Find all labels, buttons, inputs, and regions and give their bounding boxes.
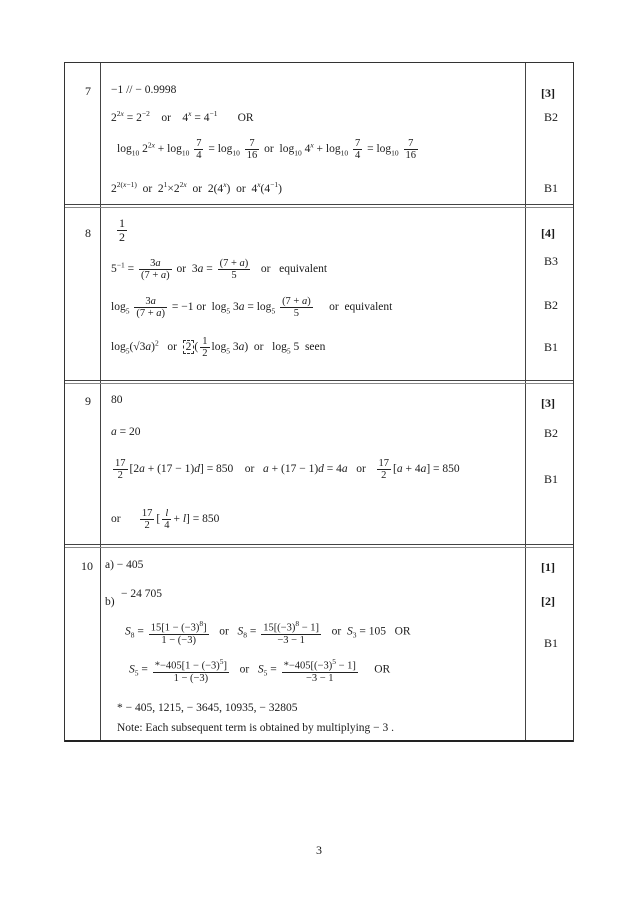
- mark-7-b2: B2: [544, 110, 559, 124]
- method-line-7-1: $2^{2x} = 2^{-2}$ or $4^x = 4^{-1}$ OR: [111, 109, 254, 124]
- column-divider-marks: [525, 62, 526, 742]
- column-divider-question: [100, 62, 101, 742]
- mark-10-b1: B1: [544, 636, 559, 650]
- total-marks-7: [3]: [541, 86, 555, 100]
- method-line-8-2: $\log_5$ $\frac{3a}{(7 + a)}$ = −1 or $\log_5 3a = \log_5$ $\frac{(7 + a)}{5}$ or equivalent: [111, 296, 393, 319]
- method-line-9-1: a = 20: [111, 426, 141, 438]
- row-separator: [65, 380, 573, 381]
- question-number-8: 8: [85, 226, 91, 240]
- row-separator: [65, 544, 573, 545]
- method-line-10-3: * − 405, 1215, − 3645, 10935, − 32805: [117, 702, 298, 714]
- mark-8-b1: B1: [544, 340, 559, 354]
- total-marks-10b: [2]: [541, 594, 555, 608]
- method-line-7-2: $\log_{10} 2^{2x} + \log_{10}$ $\frac{7}{4}$ = $\log_{10}$ $\frac{7}{16}$ or $\log_{10} 4^x + \log_{10}$ $\frac{7}{4}$ = $\log_{10}$ $\frac{7}{16}$: [117, 138, 417, 161]
- mark-scheme-table: [64, 62, 574, 742]
- question-number-9: 9: [85, 394, 91, 408]
- method-line-9-3: or $\frac{17}{2}$ [ $\frac{l}{4}$ + l] = 850: [111, 508, 220, 531]
- method-line-8-1: $5^{-1}$ = $\frac{3a}{(7 + a)}$ or 3a = $\frac{(7 + a)}{5}$ or equivalent: [111, 258, 328, 281]
- part-a-answer: a) − 405: [105, 559, 144, 571]
- answer-8: $\frac{1}{2}$: [119, 216, 125, 244]
- part-b-answer: − 24 705: [121, 588, 162, 600]
- row-separator: [65, 62, 573, 63]
- row-separator: [65, 204, 573, 205]
- answer-9: 80: [111, 394, 123, 406]
- total-marks-10a: [1]: [541, 560, 555, 574]
- table-bottom-border: [65, 740, 573, 742]
- total-marks-8: [4]: [541, 226, 555, 240]
- method-line-9-2: $\frac{17}{2}$ [2a + (17 − 1)d] = 850 or a + (17 − 1)d = 4a or $\frac{17}{2}$ [a + 4a] = 850: [115, 458, 460, 481]
- total-marks-9: [3]: [541, 396, 555, 410]
- method-line-10-2: $S_5$ = $\frac{*-405[1 - (-3)^5]}{1 - (-3)}$ or $S_5$ = $\frac{*-405[(-3)^5 - 1]}{-3 - 1}$ OR: [129, 657, 391, 684]
- answer-7: −1 // − 0.9998: [111, 84, 177, 96]
- page-number: 3: [316, 843, 322, 857]
- mark-8-b2: B2: [544, 298, 559, 312]
- mark-8-b3: B3: [544, 254, 559, 268]
- mark-9-b2: B2: [544, 426, 559, 440]
- method-line-10-1: $S_8$ = $\frac{15[1 - (-3)^8]}{1 - (-3)}$ or $S_8$ = $\frac{15[(-3)^8 - 1]}{-3 - 1}$ or $S_3 = 105$ OR: [125, 619, 411, 646]
- method-note-10: Note: Each subsequent term is obtained by multiplying − 3 .: [117, 722, 395, 734]
- question-number-10: 10: [81, 559, 93, 573]
- mark-7-b1: B1: [544, 181, 559, 195]
- method-line-8-3: $\log_5(√3a)^2$ or 2 ( $\frac{1}{2}$ $\log_5 3a$) or $\log_5 5$ seen: [111, 336, 326, 359]
- method-line-7-3: $2^{2(x-1)}$ or $2^1\times 2^{2x}$ or 2(4$^x$) or $4^x(4^{-1})$: [111, 180, 282, 195]
- question-number-7: 7: [85, 84, 91, 98]
- mark-9-b1: B1: [544, 472, 559, 486]
- part-b-label: b): [105, 596, 115, 608]
